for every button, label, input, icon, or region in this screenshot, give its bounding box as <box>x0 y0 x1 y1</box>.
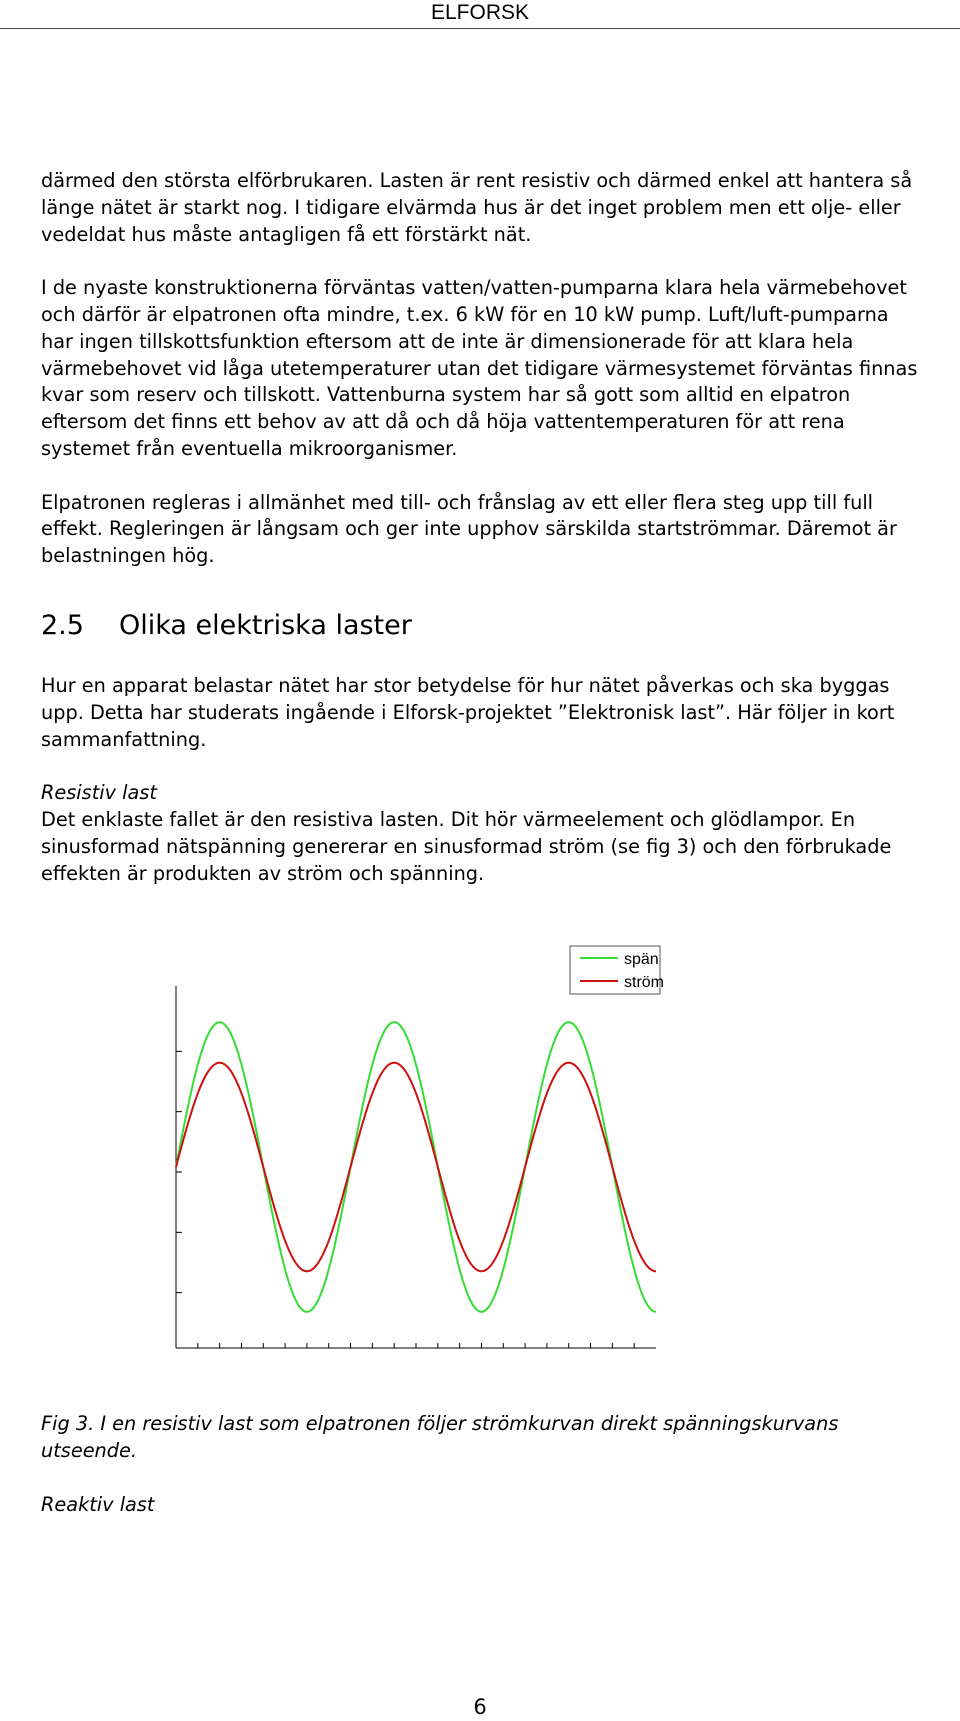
page-number: 6 <box>473 1695 487 1719</box>
paragraph: Elpatronen regleras i allmänhet med till- och frånslag av ett eller flera steg upp till full effekt. Regleringen är långsam och ger inte upphov särskilda startströmmar. Däremot är belastningen hög. <box>41 490 897 568</box>
series-line-spän <box>176 1022 656 1312</box>
subheading-reactive: Reaktiv last <box>41 1493 155 1516</box>
paragraph: Det enklaste fallet är den resistiva lasten. Dit hör värmeelement och glödlampor. En sinusformad nätspänning genererar en sinusformad ström (se fig 3) och den förbrukade effekten är produkten av ström och spänning. <box>41 807 892 885</box>
section-title: Olika elektriska laster <box>119 609 412 641</box>
paragraph: Hur en apparat belastar nätet har stor betydelse för hur nätet påverkas och ska byggas upp. Detta har studerats ingående i Elforsk-projektet ”Elektronisk last”. Här följer in kort sammanfattning. <box>41 673 895 751</box>
legend-label: ström <box>624 974 664 991</box>
chart-legend <box>570 946 664 994</box>
subheading-resistive: Resistiv last <box>41 781 157 805</box>
figure-caption: Fig 3. I en resistiv last som elpatronen följer strömkurvan direkt spänningskurvans utseende. <box>41 1412 839 1462</box>
section-number: 2.5 <box>41 609 84 641</box>
chart-axes <box>176 986 656 1348</box>
header-title: ELFORSK <box>430 1 530 24</box>
paragraph: I de nyaste konstruktionerna förväntas vatten/vatten-pumparna klara hela värmebehovet och därför är elpatronen ofta mindre, t.ex. 6 kW för en 10 kW pump. Luft/luft-pumparna har ingen tillskottsfunktion eftersom att de inte är dimensionerade för att klara hela värmebehovet vid låga utetemperaturer utan det tidigare värmesystemet förväntas finnas kvar som reserv och tillskott. Vattenburna system har så gott som alltid en elpatron eftersom det finns ett behov av att då och då höja vattentemperaturen för att rena systemet från eventuella mikroorganismer. <box>41 276 918 460</box>
paragraph: därmed den största elförbrukaren. Lasten är rent resistiv och därmed enkel att hantera så länge nätet är starkt nog. I tidigare elvärmda hus är det inget problem men ett olje- eller vedeldat hus måste antagligen få ett förstärkt nät. <box>41 169 913 246</box>
chart-series <box>176 1022 656 1312</box>
legend-label: spän <box>624 951 659 968</box>
